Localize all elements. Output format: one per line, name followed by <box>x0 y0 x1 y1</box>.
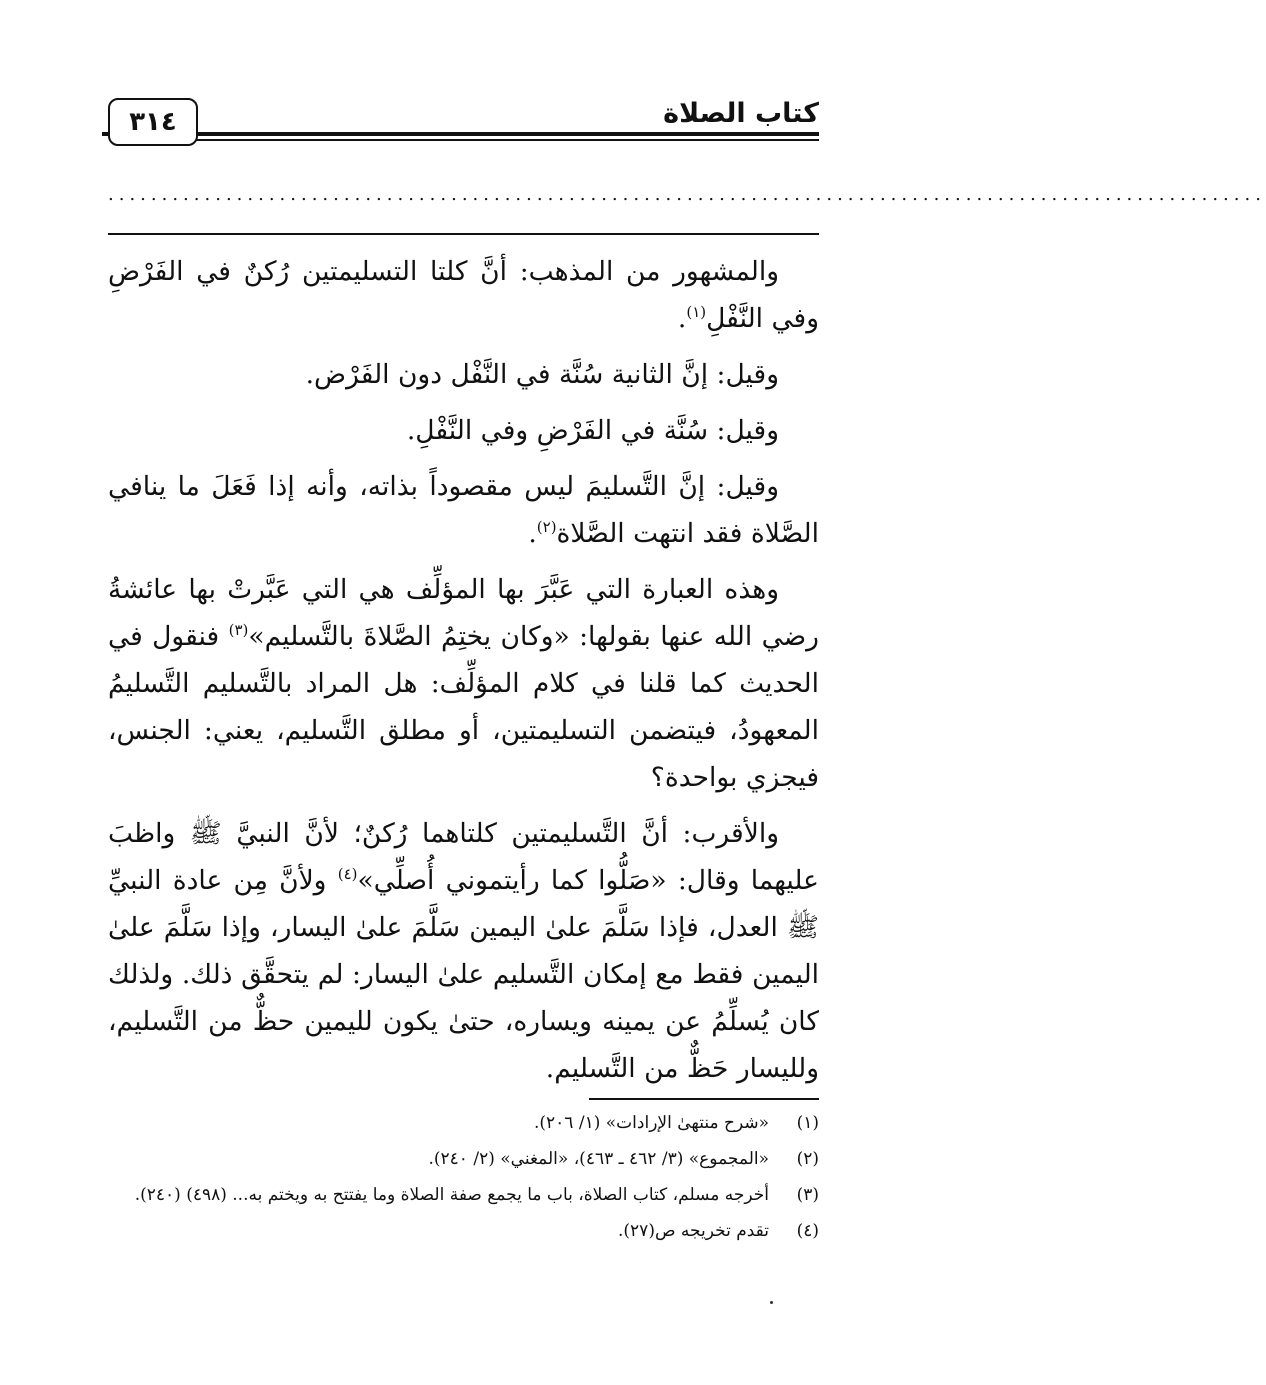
footnote-text: «شرح منتهىٰ الإرادات» (١/ ٢٠٦). <box>534 1113 769 1133</box>
footnote-ref: (٢) <box>536 518 557 537</box>
footnote-number: (٤) <box>796 1221 819 1241</box>
footnote-number: (٢) <box>796 1149 819 1169</box>
footnote <box>108 1144 819 1174</box>
footnote-ref: (٣) <box>228 621 249 640</box>
text-top-rule <box>108 233 819 235</box>
footnote-number: (٣) <box>796 1185 819 1205</box>
paragraph: وقيل: إنَّ التَّسليمَ ليس مقصوداً بذاته، وأنه إذا فَعَلَ ما ينافي الصَّلاة فقد انتهت الصَّلاة$^{(٢)}$. <box>108 471 819 549</box>
footnote-rule <box>589 1098 819 1100</box>
footnote-ref: (٤) <box>337 865 358 884</box>
paragraph: وهذه العبارة التي عَبَّرَ بها المؤلِّف هي التي عَبَّرتْ بها عائشةُ رضي الله عنها بقولها: «وكان يختِمُ الصَّلاةَ بالتَّسليم»$^{(٣)}$ فنقول في الحديث كما قلنا في كلام المؤلِّف: هل المراد بالتَّسليم التَّسليمُ المعهودُ، فيتضمن التسليمتين، أو مطلق التَّسليم، يعني: الجنس، فيجزي بواحدة؟ <box>108 574 819 793</box>
book-title: كتاب الصلاة <box>663 98 819 129</box>
footnote-number: (١) <box>796 1113 819 1133</box>
header-rule-thick <box>194 132 819 136</box>
footnote-ref: (١) <box>686 303 707 322</box>
paragraph: وقيل: إنَّ الثانية سُنَّة في النَّفْل دون الفَرْض. <box>305 359 779 390</box>
paragraph: والأقرب: أنَّ التَّسليمتين كلتاهما رُكنٌ؛ لأنَّ النبيَّ ﷺ واظبَ عليهما وقال: «صَلُّوا كما رأيتموني أُصلِّي»$^{(٤)}$ ولأنَّ مِن عادة النبيِّ ﷺ العدل، فإذا سَلَّمَ علىٰ اليمين سَلَّمَ علىٰ اليسار، وإذا سَلَّمَ علىٰ اليمين فقط مع إمكان التَّسليم علىٰ اليسار: لم يتحقَّق ذلك. ولذلك كان يُسلِّمُ عن يمينه ويساره، حتىٰ يكون لليمين حظٌّ من التَّسليم، ولليسار حَظٌّ من التَّسليم. <box>108 818 819 1084</box>
footnote-text: تقدم تخريجه ص(٢٧). <box>618 1221 769 1241</box>
paragraph: وقيل: سُنَّة في الفَرْضِ وفي النَّفْلِ. <box>406 415 779 446</box>
page-header <box>108 90 819 160</box>
footnote-text: أخرجه مسلم، كتاب الصلاة، باب ما يجمع صفة الصلاة وما يفتتح به ويختم به... (٤٩٨) (٢٤٠). <box>134 1185 769 1205</box>
footnote <box>108 1108 819 1138</box>
footnote <box>108 1180 819 1210</box>
scan-speck <box>770 1301 773 1304</box>
dotted-separator: ............................................................................................................ <box>108 184 1266 205</box>
paragraph: والمشهور من المذهب: أنَّ كلتا التسليمتين رُكنٌ في الفَرْضِ وفي النَّفْلِ$^{(١)}$. <box>108 256 819 334</box>
main-text <box>108 248 819 1101</box>
page-number: ٣١٤ <box>108 98 198 146</box>
header-rule-thin <box>194 139 819 141</box>
footnote-text: «المجموع» (٣/ ٤٦٢ ـ ٤٦٣)، «المغني» (٢/ ٢٤٠). <box>428 1149 769 1169</box>
footnotes <box>108 1108 819 1252</box>
footnote <box>108 1216 819 1246</box>
